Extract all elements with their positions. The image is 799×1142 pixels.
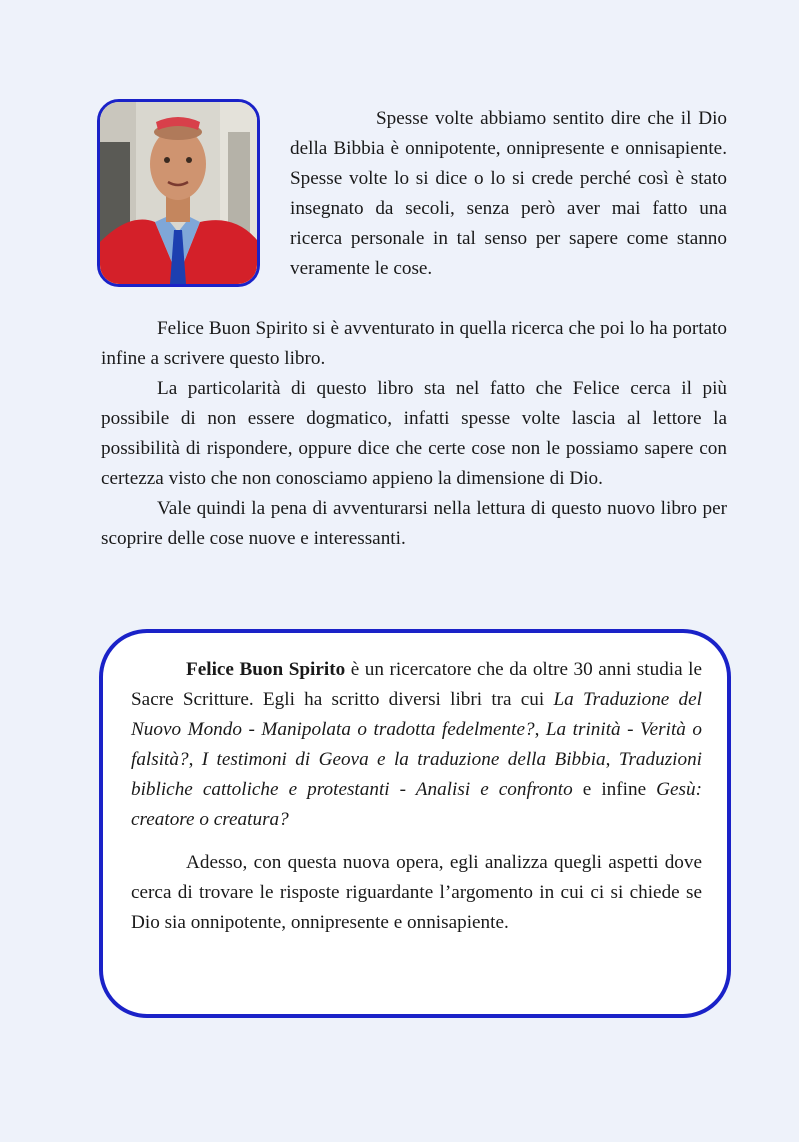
intro-paragraph: Felice Buon Spirito si è avventurato in quella ricerca che poi lo ha portato infine a scrivere questo libro. <box>101 318 727 369</box>
book-title: Traduzioni bibliche cattoliche e protestanti - Analisi e confronto <box>131 749 703 800</box>
intro-paragraph: La particolarità di questo libro sta nel fatto che Felice cerca il più possibile di non essere dogmatico, infatti spesse volte lascia al lettore la possibilità di rispondere, oppure dice che certe cose non le possiamo sapere con certezza visto che non conosciamo appieno la dimensione di Dio. <box>101 378 727 489</box>
book-title: La Traduzione del Nuovo Mondo - Manipolata o tradotta fedelmente? <box>131 689 702 740</box>
intro-first-paragraph: Spesse volte abbiamo sentito dire che il Dio della Bibbia è onnipotente, onnipresente e onnisapiente. Spesse volte lo si dice o lo si crede perché così è stato insegnato da secoli, senza però aver mai fatto una ricerca personale in tal senso per sapere come stanno veramente le cose. <box>290 108 727 279</box>
bio-paragraph: Felice Buon Spirito è un ricercatore che da oltre 30 anni studia le Sacre Scritture. Egli ha scritto diversi libri tra cui La Traduzione del Nuovo Mondo - Manipolata o tradotta fedelmente?, La trinità - Verità o falsità?, I testimoni di Geova e la traduzione della Bibbia, Traduzioni bibliche cattoliche e protestanti - Analisi e confronto e infine Gesù: creatore o creatura? <box>131 659 703 830</box>
intro-paragraph: Vale quindi la pena di avventurarsi nella lettura di questo nuovo libro per scoprire delle cose nuove e interessanti. <box>101 498 727 549</box>
bio-paragraph: Adesso, con questa nuova opera, egli analizza quegli aspetti dove cerca di trovare le risposte riguardante l’argomento in cui ci si chiede se Dio sia onnipotente, onnipresente e onnisapiente. <box>131 852 702 933</box>
book-title: Gesù: creatore o creatura? <box>131 779 702 830</box>
author-bio-text <box>131 655 702 938</box>
book-title: La trinità - Verità o falsità? <box>131 719 702 770</box>
author-name: Felice Buon Spirito <box>186 659 346 680</box>
book-title: I testimoni di Geova e la traduzione della Bibbia <box>201 749 606 770</box>
author-photo <box>97 99 260 287</box>
intro-body <box>101 314 727 554</box>
